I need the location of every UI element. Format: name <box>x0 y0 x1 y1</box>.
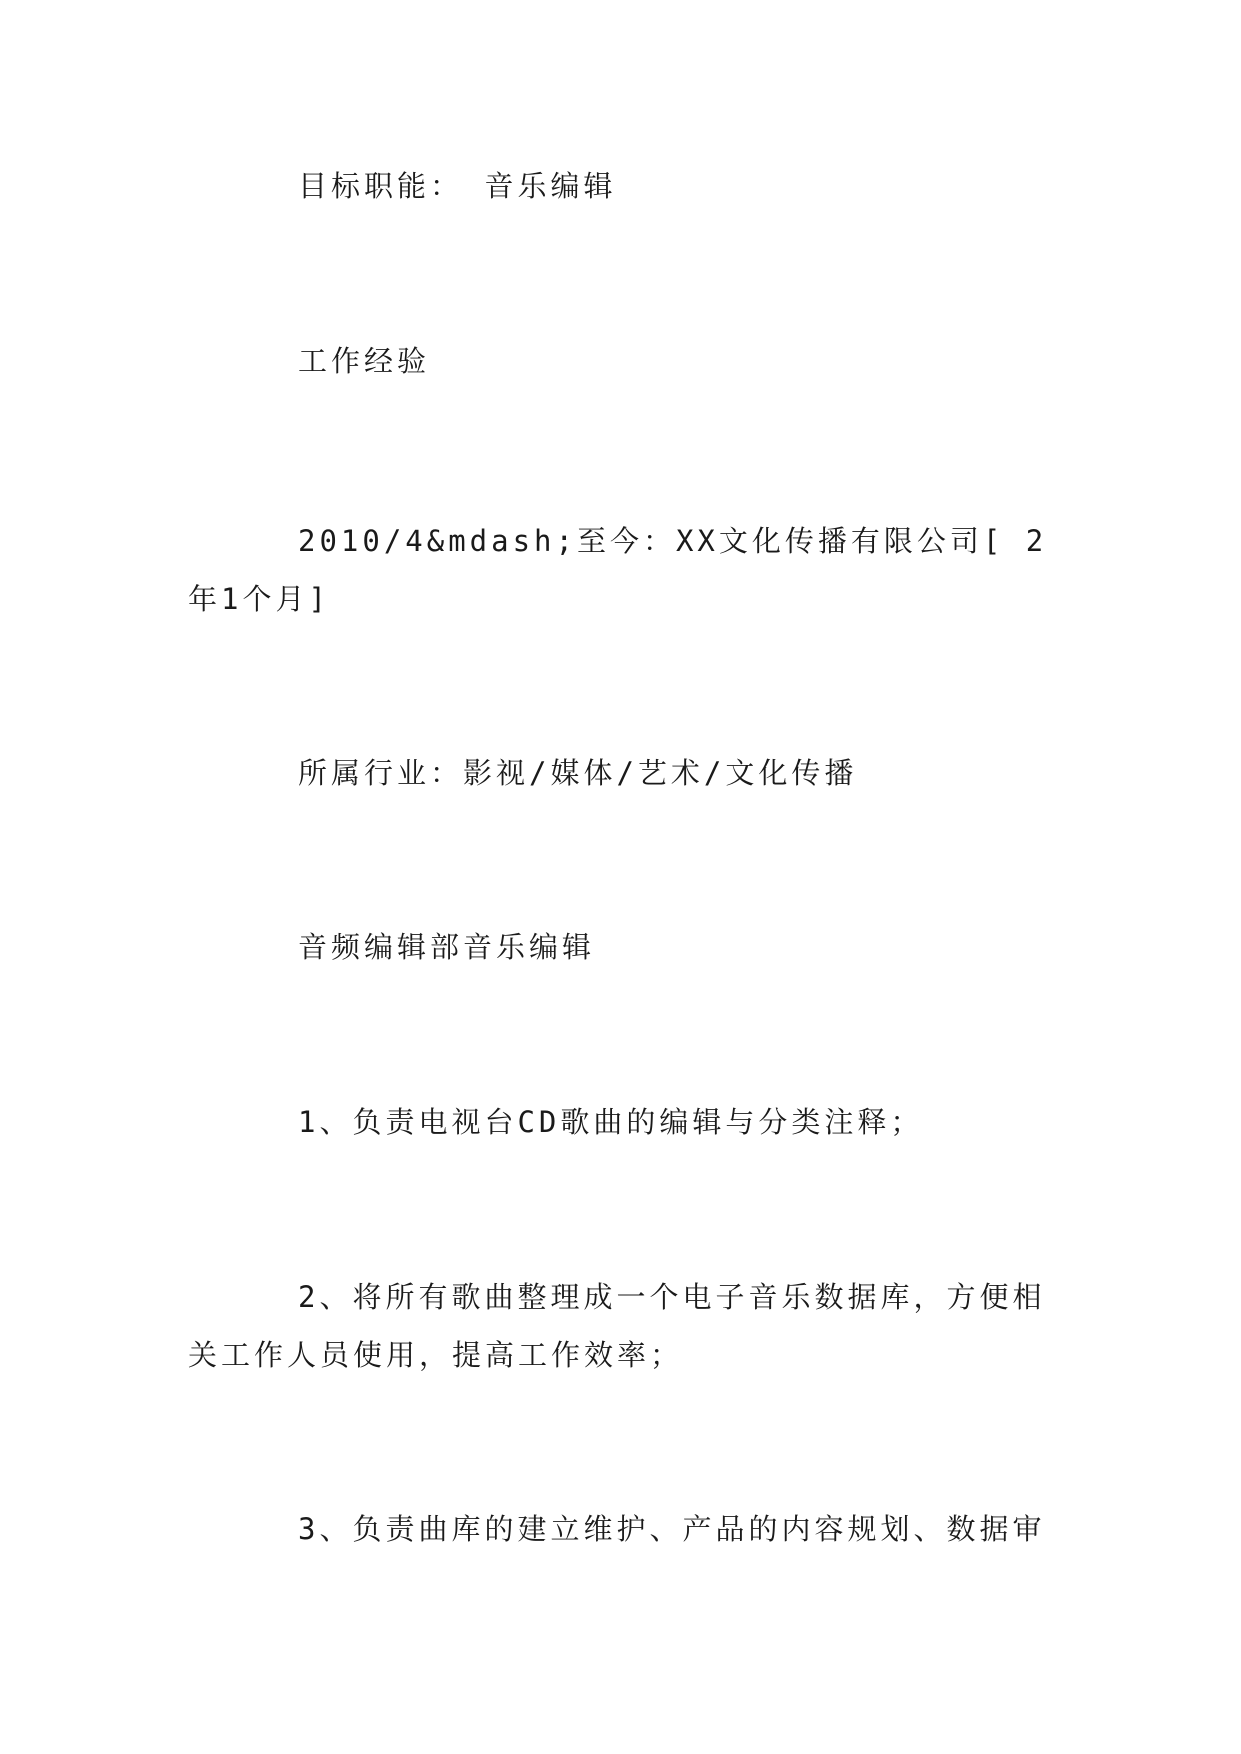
employment-period-line: 2010/4&mdash;至今：XX文化传播有限公司[ 2年1个月] <box>188 524 1048 616</box>
work-experience-heading: 工作经验 <box>298 344 431 378</box>
duty-item-3: 3、负责曲库的建立维护、产品的内容规划、数据审 <box>298 1512 1046 1546</box>
target-function-line: 目标职能： 音乐编辑 <box>298 169 617 203</box>
duty-item-1: 1、负责电视台CD歌曲的编辑与分类注释； <box>298 1105 924 1139</box>
duty-item-2: 2、将所有歌曲整理成一个电子音乐数据库，方便相关工作人员使用，提高工作效率； <box>188 1280 1046 1372</box>
industry-line: 所属行业：影视/媒体/艺术/文化传播 <box>298 756 858 790</box>
department-position-line: 音频编辑部音乐编辑 <box>298 930 596 964</box>
